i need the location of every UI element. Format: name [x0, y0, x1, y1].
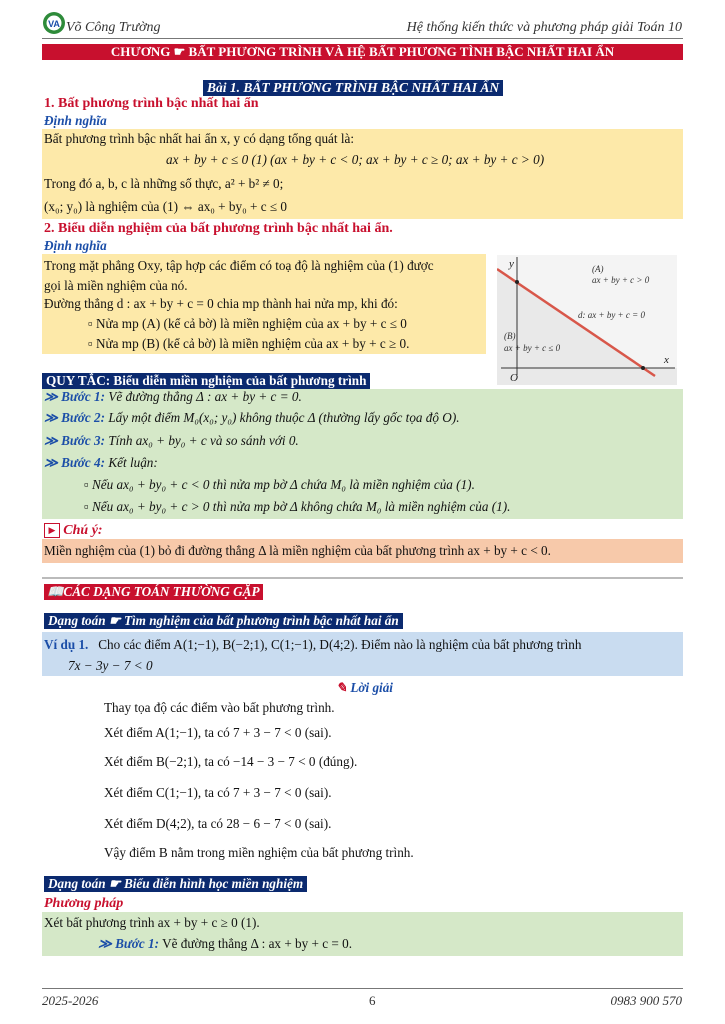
bullet-icon: ▫	[88, 336, 96, 351]
rule-step-3-text: Tính ax₀ + by₀ + c và so sánh với 0.	[108, 433, 299, 448]
example-1-line1	[44, 637, 581, 653]
rule-step-1-text: Vẽ đường thẳng Δ : ax + by + c = 0.	[108, 389, 302, 404]
example-1-text: Cho các điểm A(1;−1), B(−2;1), C(1;−1), D(4;2). Điểm nào là nghiệm của bất phương trình	[98, 637, 582, 652]
footer-year: 2025-2026	[42, 993, 99, 1008]
graph-x-label: x	[664, 354, 669, 366]
section-2-heading: 2. Biểu diễn nghiệm của bất phương trình bậc nhất hai ẩn.	[44, 221, 393, 236]
bullet-icon: ▫	[84, 499, 92, 514]
rule-step-1	[44, 389, 302, 405]
lesson-title: Bài 1. BẤT PHƯƠNG TRÌNH BẬC NHẤT HAI ẨN	[203, 80, 503, 96]
note-label: Chú ý:	[63, 523, 103, 538]
example-1-line2: 7x − 3y − 7 < 0	[68, 658, 153, 673]
rule-step-3	[44, 433, 299, 449]
footer-page-number: 6	[369, 993, 376, 1008]
rule-step-2-text: Lấy một điểm M₀(x₀; y₀) không thuộc Δ (thường lấy gốc tọa độ O).	[108, 410, 460, 425]
chapter-banner: CHƯƠNG ☛ BẤT PHƯƠNG TRÌNH VÀ HỆ BẤT PHƯƠNG TÌNH BẬC NHẤT HAI ẨN	[42, 44, 683, 60]
graph-line-label: d: ax + by + c = 0	[578, 310, 645, 320]
solution-label-row	[336, 680, 393, 696]
graph-y-label: y	[509, 258, 514, 270]
graph-region-a: (A)	[592, 264, 604, 274]
rule-case-2	[84, 499, 510, 515]
types-heading-text: CÁC DẠNG TOÁN THƯỜNG GẶP	[63, 584, 260, 599]
method-step-1	[98, 936, 352, 952]
solution-line-0: Thay tọa độ các điểm vào bất phương trình.	[104, 700, 335, 715]
method-line-1: Xét bất phương trình ax + by + c ≥ 0 (1).	[44, 915, 260, 930]
section-1-def-label: Định nghĩa	[44, 113, 107, 128]
pen-icon: ✎	[336, 680, 351, 695]
rule-step-4	[44, 455, 158, 471]
header-divider	[42, 38, 683, 39]
half-plane-graph	[497, 255, 677, 385]
graph-origin-label: O	[510, 372, 518, 384]
rule-step-1-label: Bước 1:	[61, 389, 106, 404]
def1-line1: Bất phương trình bậc nhất hai ẩn x, y có dạng tổng quát là:	[44, 131, 355, 146]
method-box	[42, 912, 683, 956]
book-icon: 📖	[47, 584, 64, 599]
solution-line-1: Xét điểm A(1;−1), ta có 7 + 3 − 7 < 0 (sai).	[104, 725, 332, 740]
def2-bullet-b	[88, 336, 409, 352]
note-label-row	[44, 522, 103, 539]
example-1-box	[42, 632, 683, 676]
graph-region-b: (B)	[504, 331, 516, 341]
method-label: Phương pháp	[44, 896, 124, 911]
rule-case-2-text: Nếu ax₀ + by₀ + c > 0 thì nửa mp bờ Δ không chứa M₀ là miền nghiệm của (1).	[91, 499, 511, 514]
section-1-definition-box	[42, 129, 683, 219]
logo	[42, 10, 66, 36]
def1-formula: ax + by + c ≤ 0 (1) (ax + by + c < 0; ax + by + c ≥ 0; ax + by + c > 0)	[166, 152, 545, 167]
double-chevron-icon: ≫	[44, 389, 62, 404]
solution-line-2: Xét điểm B(−2;1), ta có −14 − 3 − 7 < 0 (đúng).	[104, 754, 358, 769]
logo-icon	[42, 10, 66, 36]
rule-box	[42, 389, 683, 519]
def2-line1: Trong mặt phẳng Oxy, tập hợp các điểm có toạ độ là nghiệm của (1) được	[44, 258, 434, 273]
section-2-def-label: Định nghĩa	[44, 238, 107, 253]
double-chevron-icon: ≫	[44, 455, 62, 470]
rule-case-1	[84, 477, 475, 493]
header-title: Hệ thống kiến thức và phương pháp giải Toán 10	[406, 20, 682, 35]
solution-line-3: Xét điểm C(1;−1), ta có 7 + 3 − 7 < 0 (sai).	[104, 785, 332, 800]
def2-line3: Đường thẳng d : ax + by + c = 0 chia mp thành hai nửa mp, khi đó:	[44, 296, 398, 311]
logo-text: VA	[48, 19, 60, 29]
section-2-definition-box	[42, 254, 486, 354]
type-2-title: Dạng toán ☛ Biểu diễn hình học miền nghiệm	[44, 876, 307, 892]
def2-bullet-a	[88, 316, 407, 332]
footer-phone: 0983 900 570	[610, 993, 682, 1008]
solution-label: Lời giải	[350, 680, 393, 695]
section-1-heading: 1. Bất phương trình bậc nhất hai ẩn	[44, 96, 259, 111]
def1-line3: Trong đó a, b, c là những số thực, a² + b² ≠ 0;	[44, 176, 284, 191]
method-step-1-text: Vẽ đường thẳng Δ : ax + by + c = 0.	[162, 936, 353, 951]
bullet-icon: ▫	[84, 477, 92, 492]
rule-case-1-text: Nếu ax₀ + by₀ + c < 0 thì nửa mp bờ Δ chứa M₀ là miền nghiệm của (1).	[91, 477, 475, 492]
rule-step-4-label: Bước 4:	[61, 455, 106, 470]
rule-step-3-label: Bước 3:	[61, 433, 106, 448]
solution-line-5: Vậy điểm B nằm trong miền nghiệm của bất phương trình.	[104, 845, 414, 860]
bullet-icon: ▫	[88, 316, 96, 331]
solution-line-4: Xét điểm D(4;2), ta có 28 − 6 − 7 < 0 (sai).	[104, 816, 332, 831]
graph-region-b-ineq: ax + by + c ≤ 0	[504, 343, 561, 353]
section-separator	[42, 577, 683, 579]
rule-step-4-text: Kết luận:	[108, 455, 158, 470]
header-author: Võ Công Trường	[66, 20, 161, 35]
rule-title: QUY TẮC: Biểu diễn miền nghiệm của bất phương trình	[42, 373, 370, 389]
graph-svg	[497, 255, 677, 385]
rule-step-2-label: Bước 2:	[61, 410, 106, 425]
note-text: Miền nghiệm của (1) bỏ đi đường thẳng Δ là miền nghiệm của bất phương trình ax + by + c < 0.	[44, 543, 551, 558]
method-step-1-label: Bước 1:	[115, 936, 160, 951]
def2-bullet-a-text: Nửa mp (A) (kể cả bờ) là miền nghiệm của ax + by + c ≤ 0	[95, 316, 407, 331]
def2-bullet-b-text: Nửa mp (B) (kể cả bờ) là miền nghiệm của ax + by + c ≥ 0.	[95, 336, 410, 351]
types-heading	[44, 584, 263, 600]
play-icon: ▶	[44, 523, 60, 538]
rule-step-2	[44, 410, 460, 426]
def2-line2: gọi là miền nghiệm của nó.	[44, 278, 188, 293]
def1-line4: (x₀; y₀) là nghiệm của (1) ⇔ ax₀ + by₀ + c ≤ 0	[44, 199, 288, 214]
graph-region-a-ineq: ax + by + c > 0	[592, 275, 650, 285]
example-1-label: Ví dụ 1.	[44, 637, 89, 652]
double-chevron-icon: ≫	[44, 433, 62, 448]
footer-divider	[42, 988, 683, 989]
note-box	[42, 539, 683, 563]
double-chevron-icon: ≫	[98, 936, 116, 951]
double-chevron-icon: ≫	[44, 410, 62, 425]
type-1-title: Dạng toán ☛ Tìm nghiệm của bất phương trình bậc nhất hai ẩn	[44, 613, 403, 629]
